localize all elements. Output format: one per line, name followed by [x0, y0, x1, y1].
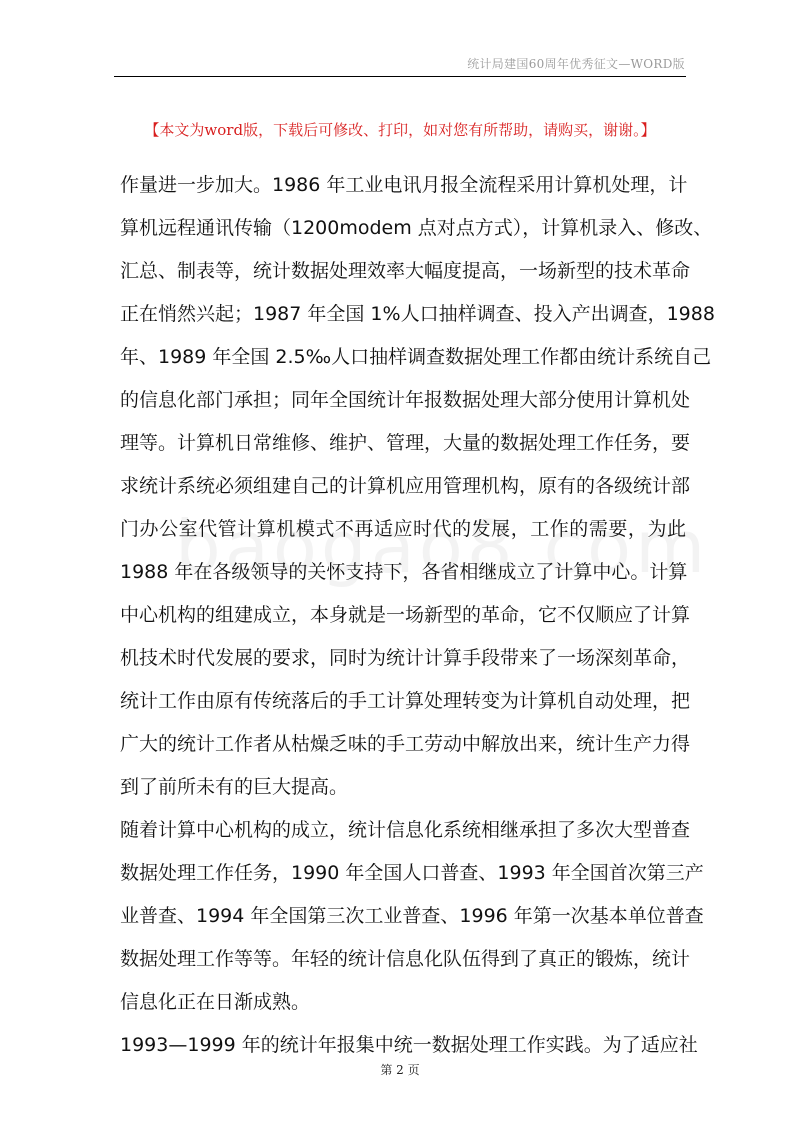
text-line: 1993—1999 年的统计年报集中统一数据处理工作实践。为了适应社	[120, 1034, 698, 1056]
running-header: 统计局建国60周年优秀征文—WORD版	[467, 57, 685, 71]
text-line: 1988 年在各级领导的关怀支持下，各省相继成立了计算中心。计算	[120, 561, 688, 583]
text-line: 广大的统计工作者从枯燥乏味的手工劳动中解放出来，统计生产力得	[120, 733, 691, 755]
text-line: 数据处理工作等等。年轻的统计信息化队伍得到了真正的锻炼，统计	[120, 948, 691, 970]
text-line: 正在悄然兴起；1987 年全国 1%人口抽样调查、投入产出调查，1988	[120, 303, 715, 325]
text-line: 理等。计算机日常维修、维护、管理，大量的数据处理工作任务，要	[120, 432, 691, 454]
purchase-notice: 【本文为word版，下载后可修改、打印，如对您有所帮助，请购买，谢谢。】	[144, 121, 656, 139]
page-number: 第 2 页	[380, 1063, 420, 1077]
text-line: 年、1989 年全国 2.5‰人口抽样调查数据处理工作都由统计系统自己	[120, 346, 712, 368]
text-line: 数据处理工作任务，1990 年全国人口普查、1993 年全国首次第三产	[120, 862, 704, 884]
text-line: 机技术时代发展的要求，同时为统计计算手段带来了一场深刻革命，	[120, 647, 691, 669]
text-line: 统计工作由原有传统落后的手工计算处理转变为计算机自动处理，把	[120, 690, 691, 712]
text-line: 到了前所未有的巨大提高。	[120, 776, 349, 798]
text-line: 业普查、1994 年全国第三次工业普查、1996 年第一次基本单位普查	[120, 905, 704, 927]
text-line: 门办公室代管计算机模式不再适应时代的发展，工作的需要，为此	[120, 518, 686, 540]
paragraph	[120, 809, 704, 1024]
text-line: 算机远程通讯传输（1200modem 点对点方式），计算机录入、修改、	[120, 217, 713, 239]
header-divider	[114, 76, 686, 77]
text-line: 随着计算中心机构的成立，统计信息化系统相继承担了多次大型普查	[120, 819, 691, 841]
document-body	[120, 164, 715, 1067]
text-line: 汇总、制表等，统计数据处理效率大幅度提高，一场新型的技术革命	[120, 260, 691, 282]
text-line: 中心机构的组建成立，本身就是一场新型的革命，它不仅顺应了计算	[120, 604, 691, 626]
text-line: 信息化正在日渐成熟。	[120, 991, 311, 1013]
paragraph	[120, 164, 715, 809]
text-line: 作量进一步加大。1986 年工业电讯月报全流程采用计算机处理，计	[120, 174, 688, 196]
text-line: 求统计系统必须组建自己的计算机应用管理机构，原有的各级统计部	[120, 475, 691, 497]
text-line: 的信息化部门承担；同年全国统计年报数据处理大部分使用计算机处	[120, 389, 691, 411]
